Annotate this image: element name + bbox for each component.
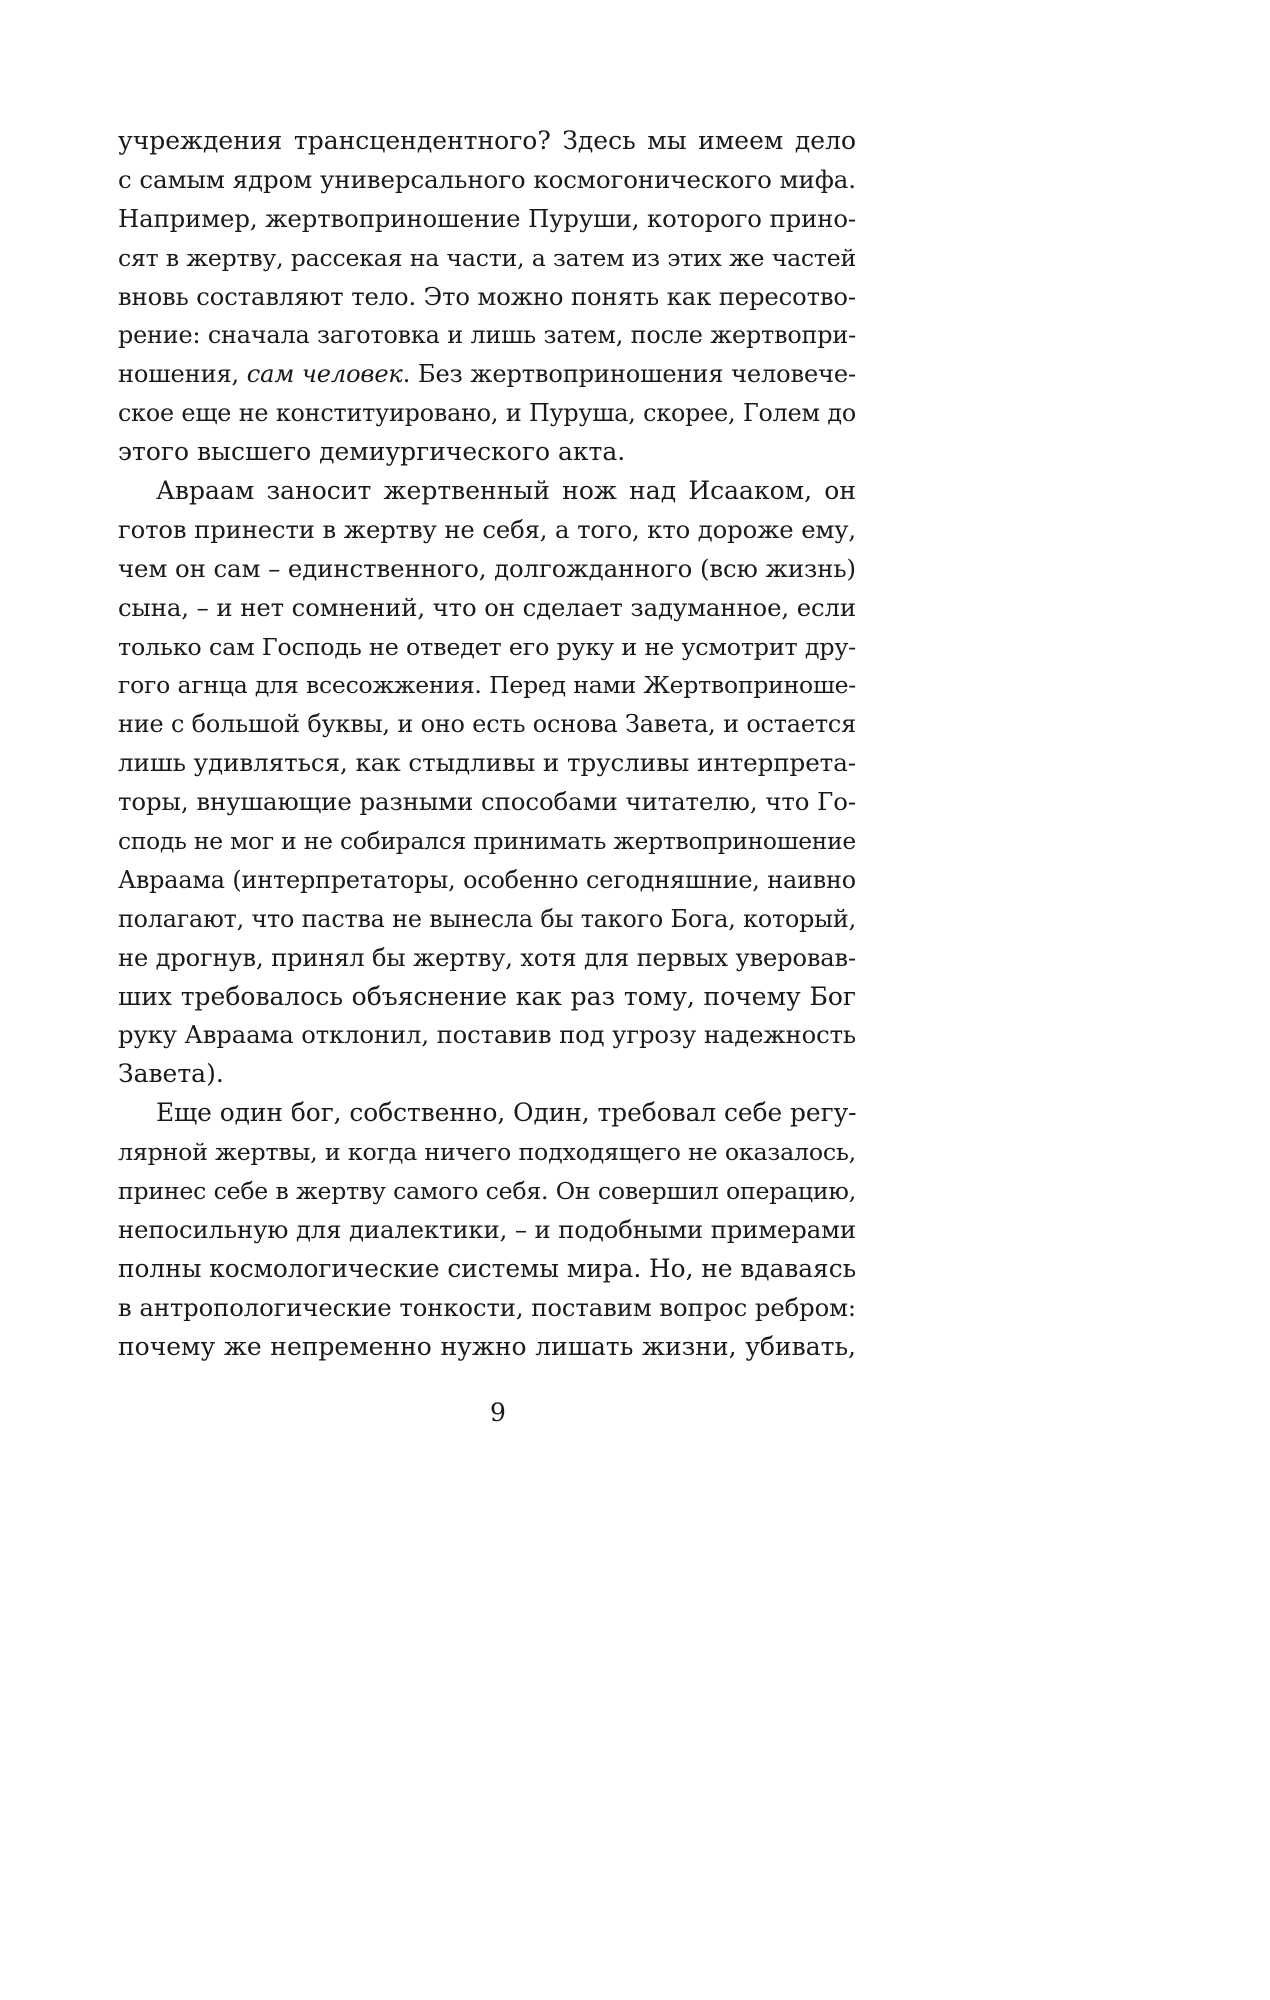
text-line: Завета). bbox=[118, 1059, 224, 1089]
text-line: Еще один бог, собственно, Один, требовал себе регу- bbox=[156, 1098, 857, 1128]
text-line: учреждения трансцендентного? Здесь мы имеем дело bbox=[118, 126, 856, 155]
page-number: 9 bbox=[490, 1398, 506, 1427]
text-line: лишь удивляться, как стыдливы и трусливы интерпрета- bbox=[118, 748, 856, 778]
paragraph bbox=[118, 472, 856, 1094]
text-line: принес себе в жертву самого себя. Он совершил операцию, bbox=[118, 1177, 856, 1206]
text-line: полагают, что паства не вынесла бы такого Бога, который, bbox=[118, 904, 856, 933]
text-line bbox=[118, 355, 856, 394]
paragraph bbox=[118, 122, 856, 472]
text-line: руку Авраама отклонил, поставив под угрозу надежность bbox=[118, 1020, 856, 1050]
text-line: этого высшего демиургического акта. bbox=[118, 437, 626, 467]
text-line: гого агнца для всесожжения. Перед нами Жертвоприноше- bbox=[118, 671, 856, 700]
text-line: Авраам заносит жертвенный нож над Исааком, он bbox=[156, 476, 856, 506]
text-line: рение: сначала заготовка и лишь затем, после жертвопри- bbox=[118, 321, 856, 350]
text-line: непосильную для диалектики, – и подобными примерами bbox=[118, 1214, 856, 1244]
text-line: сына, – и нет сомнений, что он сделает задуманное, если bbox=[118, 592, 856, 622]
text-line: не дрогнув, принял бы жертву, хотя для первых уверовав- bbox=[118, 943, 856, 972]
text-line: полны космологические системы мира. Но, не вдаваясь bbox=[118, 1253, 857, 1283]
text-line: Например, жертвоприношение Пуруши, которого прино- bbox=[118, 203, 856, 233]
text-line: в антропологические тонкости, поставим вопрос ребром: bbox=[118, 1292, 856, 1322]
text-line: готов принести в жертву не себя, а того, кто дороже ему, bbox=[118, 514, 856, 544]
text-line: вновь составляют тело. Это можно понять как пересотво- bbox=[118, 281, 856, 311]
text-line: ших требовалось объяснение как раз тому, почему Бог bbox=[118, 981, 856, 1011]
paragraph bbox=[118, 1094, 856, 1366]
text-line: чем он сам – единственного, долгожданного (всю жизнь) bbox=[118, 553, 856, 583]
text-line: торы, внушающие разными способами читателю, что Го- bbox=[118, 787, 856, 817]
text-line: сподь не мог и не собирался принимать жертвоприношение bbox=[118, 827, 856, 856]
text-line: ние с большой буквы, и оно есть основа Завета, и остается bbox=[118, 710, 856, 739]
text-run: ношения, bbox=[118, 360, 247, 389]
text-line: только сам Господь не отведет его руку и не усмотрит дру- bbox=[118, 632, 856, 661]
text-line: сят в жертву, рассекая на части, а затем из этих же частей bbox=[118, 243, 856, 272]
text-line: с самым ядром универсального космогонического мифа. bbox=[118, 164, 856, 194]
italic-emphasis: сам человек bbox=[246, 360, 403, 389]
text-run: . Без жертвоприношения человече- bbox=[402, 360, 856, 389]
text-line: почему же непременно нужно лишать жизни, убивать, bbox=[118, 1331, 856, 1361]
text-line: ское еще не конституировано, и Пуруша, скорее, Голем до bbox=[118, 399, 856, 428]
body-text bbox=[118, 122, 856, 1367]
text-line: лярной жертвы, и когда ничего подходящего не оказалось, bbox=[118, 1138, 856, 1167]
text-line: Авраама (интерпретаторы, особенно сегодняшние, наивно bbox=[118, 865, 856, 894]
